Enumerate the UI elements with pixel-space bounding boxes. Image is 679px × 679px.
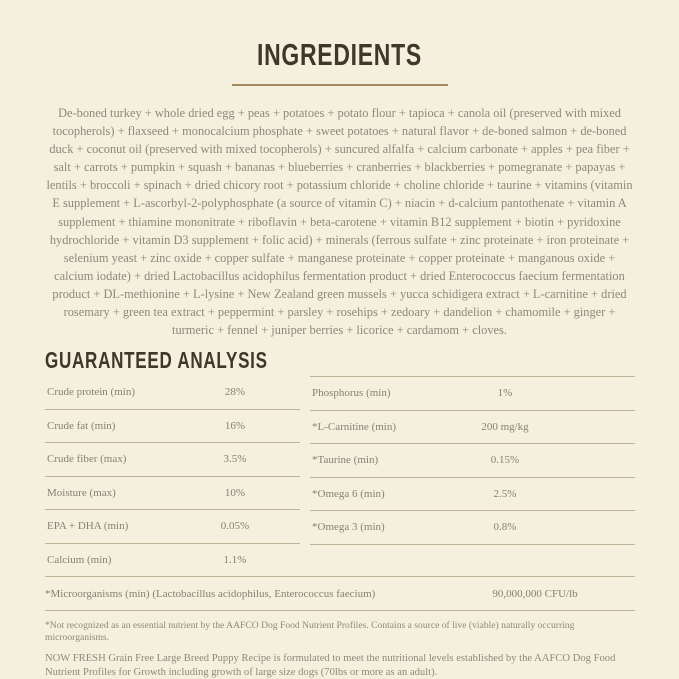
table-row — [310, 511, 635, 545]
table-row — [45, 410, 300, 444]
table-row — [310, 411, 635, 445]
table-row — [310, 444, 635, 478]
row-value: 3.5% — [223, 453, 247, 466]
row-label: *Taurine (min) — [312, 454, 379, 467]
ingredients-title: INGREDIENTS — [257, 37, 422, 72]
row-label: *L-Carnitine (min) — [312, 420, 397, 433]
row-label: *Omega 3 (min) — [312, 521, 385, 534]
row-value: 1% — [497, 387, 513, 400]
formulation-statement: NOW FRESH Grain Free Large Breed Puppy Recipe is formulated to meet the nutritional levels established by the AAFCO Dog Food Nutrient Profiles for Growth including growth of large size dogs (70lbs or more as an adult). — [45, 653, 616, 678]
row-value: 28% — [224, 386, 246, 399]
table-row — [45, 477, 300, 511]
row-value: 16% — [224, 419, 246, 432]
analysis-grid — [45, 376, 635, 576]
title-divider — [232, 84, 448, 86]
table-row — [45, 376, 300, 410]
row-value: 10% — [224, 486, 246, 499]
table-row — [45, 510, 300, 544]
row-label: Moisture (max) — [47, 486, 116, 499]
table-row — [45, 544, 300, 577]
row-label: Calcium (min) — [47, 553, 112, 566]
row-label: Crude fiber (max) — [47, 453, 127, 466]
row-label: EPA + DHA (min) — [47, 520, 129, 533]
table-row — [310, 478, 635, 512]
microorganisms-row — [45, 576, 635, 611]
row-value: 2.5% — [493, 487, 517, 500]
table-row — [45, 443, 300, 477]
table-row — [310, 377, 635, 411]
guaranteed-analysis-title: GUARANTEED ANALYSIS — [45, 347, 268, 374]
row-label: Crude fat (min) — [47, 419, 116, 432]
footnotes — [45, 620, 635, 679]
analysis-left-column — [45, 376, 300, 576]
row-value: 0.15% — [490, 454, 520, 467]
row-value: 90,000,000 CFU/lb — [492, 587, 578, 600]
row-value: 1.1% — [223, 553, 247, 566]
row-label: Crude protein (min) — [47, 386, 135, 399]
row-label: *Omega 6 (min) — [312, 487, 385, 500]
row-label: *Microorganisms (min) (Lactobacillus acidophilus, Enterococcus faecium) — [45, 587, 376, 600]
row-value: 0.8% — [493, 521, 517, 534]
row-label: Phosphorus (min) — [312, 387, 391, 400]
ingredients-header — [0, 0, 679, 86]
row-value: 200 mg/kg — [481, 420, 529, 433]
guaranteed-analysis-table — [45, 376, 635, 611]
analysis-right-column — [310, 376, 635, 545]
aafco-footnote: *Not recognized as an essential nutrient by the AAFCO Dog Food Nutrient Profiles. Contains a source of live (viable) naturally occurring microorganisms. — [45, 620, 575, 644]
row-value: 0.05% — [220, 520, 250, 533]
ingredients-paragraph: De-boned turkey + whole dried egg + peas + potatoes + potato flour + tapioca + canola oil (preserved with mixed tocopherols) + flaxseed + monocalcium phosphate + sweet potatoes + natural flavor + de-boned salmon + de-boned duck + coconut oil (preserved with mixed tocopherols) + suncured alfalfa + calcium carbonate + apples + pea fiber + salt + carrots + pumpkin + squash + bananas + blueberries + cranberries + blackberries + pomegranate + papayas + lentils + broccoli + spinach + dried chicory root + potassium chloride + choline chloride + taurine + vitamins (vitamin E supplement + L-ascorbyl-2-polyphosphate (a source of vitamin C) + niacin + d-calcium pantothenate + vitamin A supplement + thiamine mononitrate + riboflavin + beta-carotene + vitamin B12 supplement + biotin + pyridoxine hydrochloride + vitamin D3 supplement + folic acid) + minerals (ferrous sulfate + zinc proteinate + iron proteinate + selenium yeast + zinc oxide + copper sulfate + manganese proteinate + copper proteinate + manganous oxide + calcium iodate) + dried Lactobacillus acidophilus fermentation product + dried Enterococcus faecium fermentation product + DL-methionine + L-lysine + New Zealand green mussels + yucca schidigera extract + L-carnitine + dried rosemary + green tea extract + peppermint + parsley + rosehips + zedoary + dandelion + chamomile + ginger + turmeric + fennel + juniper berries + licorice + cardamom + cloves. — [46, 106, 633, 338]
guaranteed-analysis-header — [45, 348, 679, 374]
